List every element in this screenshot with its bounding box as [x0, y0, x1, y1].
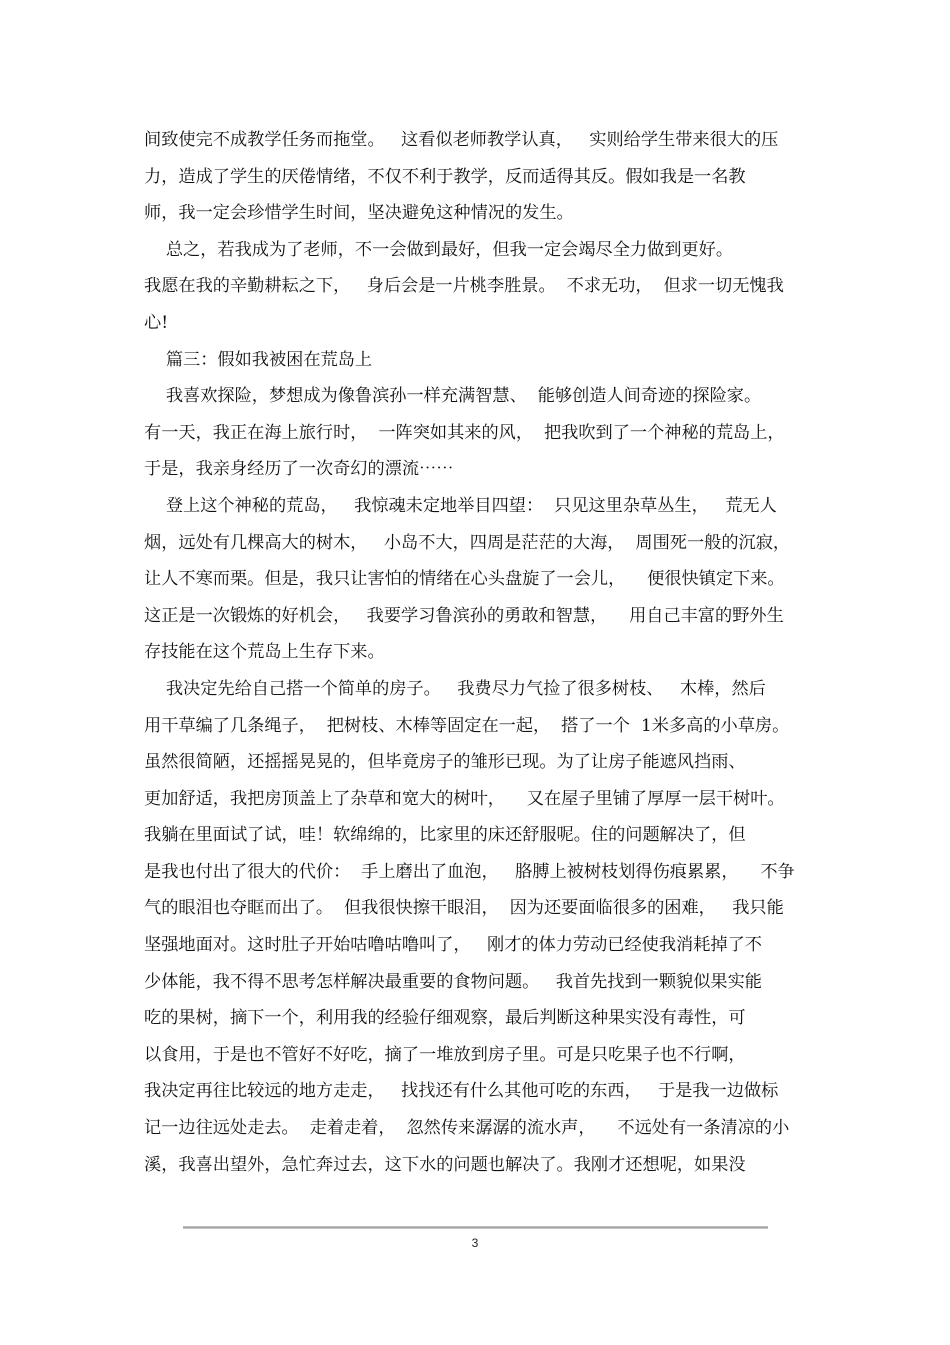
text-line: 少体能，我不得不思考怎样解决最重要的食物问题。 我首先找到一颗貌似果实能	[144, 971, 762, 992]
text-line: 师，我一定会珍惜学生时间，坚决避免这种情况的发生。	[144, 203, 574, 224]
text-line: 间致使完不成教学任务而拖堂。 这看似老师教学认真， 实则给学生带来很大的压	[144, 130, 779, 150]
text-line: 力，造成了学生的厌倦情绪，不仅不利于教学，反而适得其反。假如我是一名教	[144, 166, 746, 187]
text-line: 气的眼泪也夺眶而出了。 但我很快擦干眼泪， 因为还要面临很多的困难， 我只能	[144, 898, 784, 919]
text-line: 烟，远处有几棵高大的树木， 小岛不大，四周是茫茫的大海， 周围死一般的沉寂，	[144, 532, 791, 553]
body-text	[144, 122, 814, 1183]
text-line: 是我也付出了很大的代价： 手上磨出了血泡， 胳膊上被树枝划得伤痕累累， 不争	[144, 861, 795, 882]
text-line: 我喜欢探险，梦想成为像鲁滨孙一样充满智慧、 能够创造人间奇迹的探险家。	[144, 386, 762, 407]
text-line: 虽然很简陋，还摇摇晃晃的，但毕竟房子的雏形已现。为了让房子能遮风挡雨、	[144, 752, 746, 773]
text-line: 这正是一次锻炼的好机会， 我要学习鲁滨孙的勇敢和智慧， 用自己丰富的野外生	[144, 605, 784, 626]
footer-divider	[183, 1226, 768, 1229]
text-line: 我决定再往比较远的地方走走， 找找还有什么其他可吃的东西， 于是我一边做标	[144, 1081, 779, 1102]
text-line: 记一边往远处走去。 走着走着， 忽然传来潺潺的流水声， 不远处有一条清凉的小	[144, 1118, 790, 1139]
text-line: 登上这个神秘的荒岛， 我惊魂未定地举目四望： 只见这里杂草丛生， 荒无人	[144, 495, 777, 516]
text-line: 吃的果树，摘下一个，利用我的经验仔细观察，最后判断这种果实没有毒性，可	[144, 1008, 746, 1029]
text-line: 总之，若我成为了老师，不一会做到最好，但我一定会竭尽全力做到更好。	[144, 239, 734, 260]
text-line: 用干草编了几条绳子， 把树枝、木棒等固定在一起， 搭了一个 1米多高的小草房。	[144, 715, 790, 736]
text-line: 更加舒适，我把房顶盖上了杂草和宽大的树叶， 又在屋子里铺了厚厚一层干树叶。	[144, 788, 785, 809]
text-line: 坚强地面对。这时肚子开始咕噜咕噜叫了， 刚才的体力劳动已经使我消耗掉了不	[144, 935, 762, 956]
text-line: 以食用，于是也不管好不好吃，摘了一堆放到房子里。可是只吃果子也不行啊，	[144, 1044, 746, 1065]
page-number: 3	[471, 1236, 479, 1250]
text-line: 我愿在我的辛勤耕耘之下， 身后会是一片桃李胜景。 不求无功， 但求一切无愧我	[144, 276, 784, 297]
text-line: 存技能在这个荒岛上生存下来。	[144, 642, 385, 663]
text-line: 溪，我喜出望外，急忙奔过去，这下水的问题也解决了。我刚才还想呢，如果没	[144, 1154, 746, 1175]
text-line: 心!	[144, 312, 169, 333]
text-line: 有一天，我正在海上旅行时， 一阵突如其来的风， 把我吹到了一个神秘的荒岛上，	[144, 422, 785, 443]
text-line: 让人不寒而栗。但是，我只让害怕的情绪在心头盘旋了一会儿， 便很快镇定下来。	[144, 569, 785, 590]
text-line: 于是，我亲身经历了一次奇幻的漂流⋯⋯	[144, 459, 454, 480]
text-line: 我决定先给自己搭一个简单的房子。 我费尽力气捡了很多树枝、 木棒，然后	[144, 678, 766, 699]
text-line: 篇三：假如我被困在荒岛上	[144, 349, 373, 370]
text-line: 我躺在里面试了试，哇！软绵绵的，比家里的床还舒服呢。住的问题解决了，但	[144, 825, 746, 846]
